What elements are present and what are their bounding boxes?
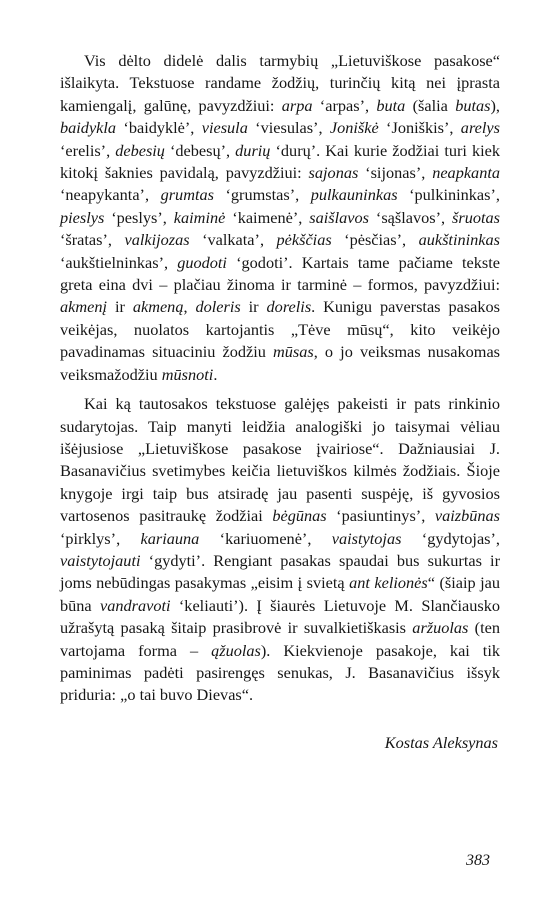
- text-run: “ (šiaip jau būna: [60, 573, 500, 615]
- text-run: ‘debesų’,: [164, 140, 236, 160]
- text-run: ‘durų’. Kai kurie žodžiai turi kiek kitokį šaknies pavidalą, pavyzdžiui:: [60, 140, 501, 183]
- example-word: aukštininkas: [418, 230, 500, 250]
- example-word: pieslys: [60, 207, 105, 227]
- example-word: guodoti: [177, 252, 227, 272]
- example-word: akmenį: [60, 297, 108, 317]
- example-word: bėgūnas: [272, 506, 327, 526]
- author-signature: Kostas Aleksynas: [384, 733, 498, 752]
- example-word: akmeną: [132, 297, 184, 317]
- example-word: valkijozas: [124, 230, 190, 250]
- example-word: ąžuolas: [211, 640, 261, 660]
- example-word: grumtas: [160, 185, 214, 205]
- text-run: ‘grumstas’,: [213, 185, 311, 205]
- text-run: ‘arpas’,: [312, 95, 377, 115]
- example-word: kariauna: [140, 528, 200, 548]
- body-text: [60, 50, 500, 707]
- example-word: doleris: [195, 297, 241, 317]
- example-word: butas: [455, 95, 491, 115]
- text-run: ‘valkata’,: [189, 230, 277, 250]
- text-run: , o jo veiksmas nusakomas veiksmažodžiu: [60, 342, 501, 384]
- text-run: ‘erelis’,: [60, 140, 116, 160]
- text-run: Vis dėlto didelė dalis tarmybių „Lietuviškose pasakose“ išlaikyta. Tekstuose randame žodžių, turinčių kitą nei įprasta kamiengalį, galūnę, pavyzdžiui:: [60, 51, 500, 115]
- example-word: arpa: [281, 95, 313, 115]
- text-run: ‘pulkininkas’,: [397, 185, 500, 205]
- example-word: durių: [235, 140, 271, 160]
- example-word: sajonas: [308, 163, 359, 183]
- example-word: vaistytojauti: [60, 550, 141, 570]
- text-run: ir: [107, 297, 133, 317]
- text-run: ‘neapykanta’,: [60, 185, 161, 205]
- text-run: ‘gydyti’. Rengiant pasakas spaudai bus sukurtas ir joms nebūdingas pasakymas „eisim į svietą: [60, 550, 500, 593]
- example-word: Joniškė: [329, 118, 379, 138]
- text-run: ,: [183, 297, 196, 317]
- text-run: ‘godoti’. Kartais tame pačiame tekste greta eina dvi – plačiau žinoma ir tarminė – formos, pavyzdžiui:: [60, 252, 500, 295]
- example-word: baidykla: [60, 118, 117, 138]
- text-run: ‘keliauti’). Į šiaurės Lietuvoje M. Slančiausko užrašytą pasaką šitaip prasibrovė ir suvalkietiškasis: [60, 595, 501, 638]
- text-run: ‘pėsčias’,: [331, 230, 419, 250]
- page-number: 383: [466, 852, 490, 869]
- example-word: saišlavos: [309, 207, 369, 227]
- text-run: ‘baidyklė’,: [116, 118, 202, 138]
- text-run: ‘gydytojas’,: [401, 528, 501, 548]
- text-run: ‘kariuomenė’,: [199, 528, 332, 548]
- example-word: arelys: [460, 118, 500, 138]
- text-run: ‘sijonas’,: [358, 163, 433, 183]
- text-run: (ten vartojama forma –: [60, 618, 500, 660]
- text-run: ir: [240, 297, 267, 317]
- paragraph-2: [60, 393, 500, 707]
- example-word: vaizbūnas: [434, 506, 500, 526]
- text-run: Kai ką tautosakos tekstuose galėjęs pakeisti ir pats rinkinio sudarytojas. Taip manyti leidžia analogiški jo taisymai vėliau išėjusiose „Lietuviškose pasakose įvairiose“. Dažniausiai J. Basanavičius svetimybes keičia lietuviškos kilmės žodžiais. Šioje knygoje irgi taip bus atsiradę jau pasenti suspėję, iš gyvosios vartosenos pasitraukę žodžiai: [60, 394, 500, 526]
- example-word: kaiminė: [173, 207, 226, 227]
- text-run: ‘aukštielninkas’,: [60, 252, 178, 272]
- text-run: (šalia: [405, 95, 456, 115]
- text-run: .: [213, 364, 218, 384]
- text-run: ‘šratas’,: [60, 230, 125, 250]
- text-run: ‘peslys’,: [104, 207, 174, 227]
- example-word: viesula: [201, 118, 248, 138]
- text-run: . Kunigu paverstas pasakos veikėjas, nuolatos kartojantis „Tėve mūsų“, kito veikėjo pavadinamas situaciniu žodžiu: [60, 297, 500, 362]
- example-word: pėkščias: [276, 230, 332, 250]
- example-word: neapkanta: [432, 163, 501, 183]
- text-run: ‘kaimenė’,: [225, 207, 310, 227]
- example-word: dorelis: [266, 297, 312, 317]
- text-run: ). Kiekvienoje pasakoje, kai tik paminimas padėti pasirengęs senukas, J. Basanavičius išsyk priduria: „o tai buvo Dievas“.: [60, 640, 500, 705]
- text-run: ‘pirklys’,: [60, 528, 141, 548]
- example-word: pulkauninkas: [310, 185, 398, 205]
- example-word: debesių: [115, 140, 165, 160]
- example-word: vaistytojas: [331, 528, 402, 548]
- text-run: ‘sąšlavos’,: [368, 207, 453, 227]
- paragraph-1: [60, 50, 500, 386]
- example-word: mūsas: [273, 342, 314, 362]
- example-word: buta: [376, 95, 406, 115]
- example-word: vandravoti: [100, 595, 171, 615]
- text-run: ‘Joniškis’,: [378, 118, 461, 138]
- text-run: ),: [490, 95, 500, 115]
- example-word: aržuolas: [412, 618, 469, 638]
- text-run: ‘pasiuntinys’,: [326, 506, 435, 526]
- text-run: ‘viesulas’,: [247, 118, 330, 138]
- example-word: ant kelionės: [349, 573, 428, 593]
- example-word: šruotas: [452, 207, 500, 227]
- example-word: mūsnoti: [161, 364, 214, 384]
